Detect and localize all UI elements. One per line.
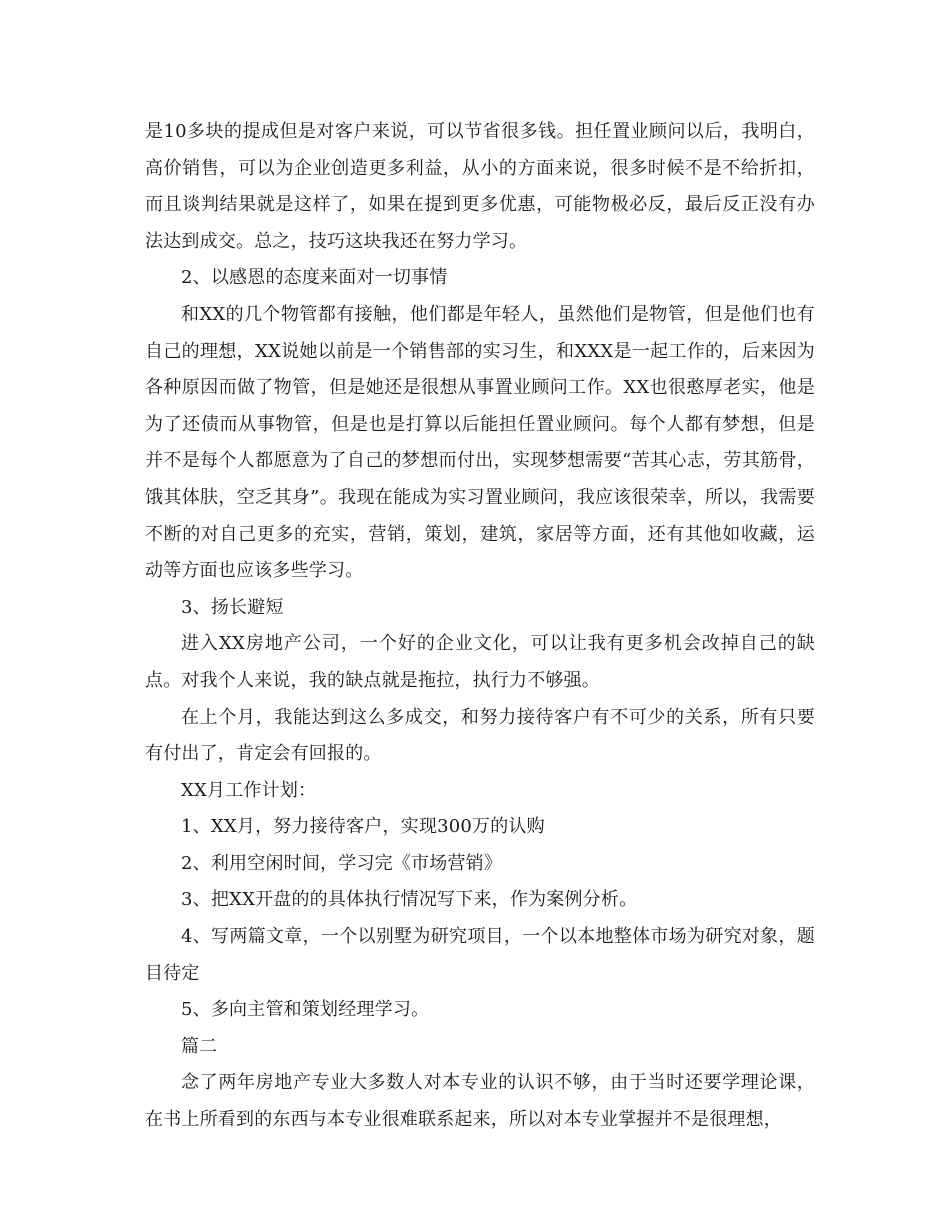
plan-item-2: 2、利用空闲时间，学习完《市场营销》 xyxy=(181,852,503,874)
heading-gratitude: 2、以感恩的态度来面对一切事情 xyxy=(181,267,448,289)
section-heading-part-two: 篇二 xyxy=(181,1035,218,1057)
paragraph-company-culture: 进入XX房地产公司，一个好的企业文化，可以让我有更多机会改掉自己的缺点。对我个人来说，我的缺点就是拖拉，执行力不够强。 xyxy=(145,633,815,691)
plan-item-3: 3、把XX开盘的的具体执行情况写下来，作为案例分析。 xyxy=(181,889,638,911)
paragraph-major-study: 念了两年房地产专业大多数人对本专业的认识不够，由于当时还要学理论课，在书上所看到的东西与本专业很难联系起来，所以对本专业掌握并不是很理想， xyxy=(145,1072,815,1131)
plan-item-5: 5、多向主管和策划经理学习。 xyxy=(181,999,430,1021)
paragraph-last-month: 在上个月，我能达到这么多成交，和努力接待客户有不可少的关系，所有只要有付出了，肯定会有回报的。 xyxy=(145,706,815,765)
plan-item-4: 4、写两篇文章，一个以别墅为研究项目，一个以本地整体市场为研究对象，题目待定 xyxy=(145,926,815,984)
plan-item-1: 1、XX月，努力接待客户，实现300万的认购 xyxy=(181,816,545,838)
heading-strengths: 3、扬长避短 xyxy=(181,596,284,618)
heading-work-plan: XX月工作计划： xyxy=(181,779,317,801)
paragraph-1: 是10多块的提成但是对客户来说，可以节省很多钱。担任置业顾问以后，我明白，高价销售，可以为企业创造更多利益，从小的方面来说，很多时候不是不给折扣，而且谈判结果就是这样了，如果在提到更多优惠，可能物极必反，最后反正没有办法达到成交。总之，技巧这块我还在努力学习。 xyxy=(145,121,815,252)
paragraph-property-managers: 和XX的几个物管都有接触，他们都是年轻人，虽然他们是物管，但是他们也有自己的理想，XX说她以前是一个销售部的实习生，和XXX是一起工作的，后来因为各种原因而做了物管，但是她还是很想从事置业顾问工作。XX也很憨厚老实，他是为了还债而从事物管，但是也是打算以后能担任置业顾问。每个人都有梦想，但是并不是每个人都愿意为了自己的梦想而付出，实现梦想需要“苦其心志，劳其筋骨，饿其体肤，空乏其身”。我现在能成为实习置业顾问，我应该很荣幸，所以，我需要不断的对自己更多的充实，营销，策划，建筑，家居等方面，还有其他如收藏，运动等方面也应该多些学习。 xyxy=(145,303,815,582)
document-body xyxy=(145,114,815,1139)
